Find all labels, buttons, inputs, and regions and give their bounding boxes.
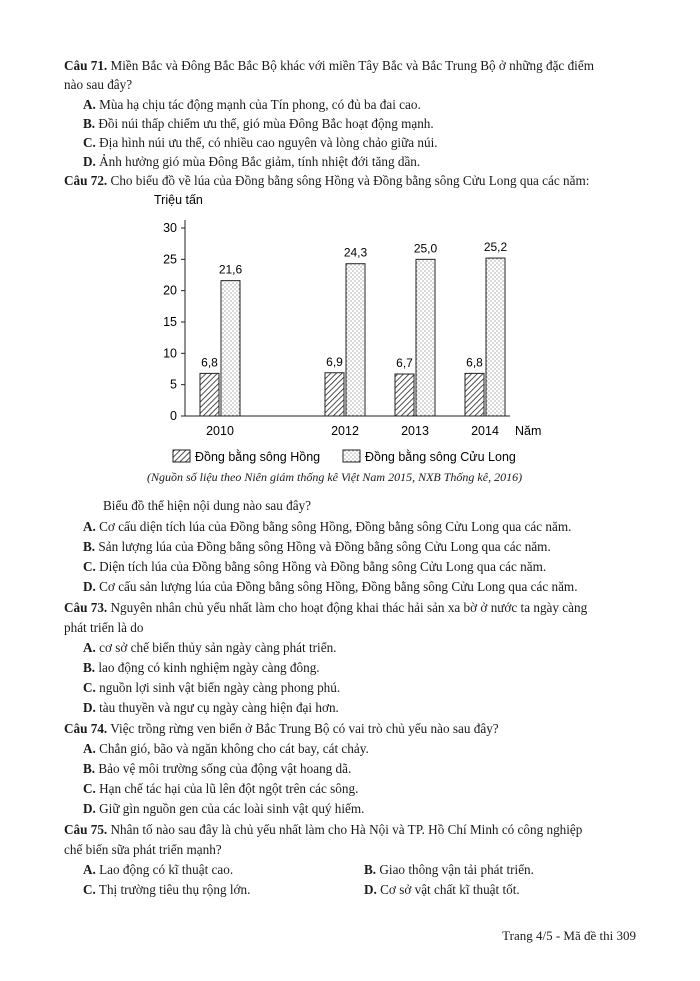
option-key: C. — [83, 135, 96, 150]
option-text: Thị trường tiêu thụ rộng lớn. — [95, 882, 251, 897]
bar-data-label: 21,6 — [218, 262, 243, 277]
y-tick-label: 5 — [170, 377, 177, 392]
q72-option-b[interactable] — [83, 538, 551, 555]
q74-stem — [64, 720, 499, 737]
option-key: D. — [83, 154, 96, 169]
option-text: Bảo vệ môi trường sống của động vật hoang dã. — [95, 761, 352, 776]
q75-option-a[interactable] — [83, 861, 233, 878]
q74-stem-text: Việc trồng rừng ven biển ở Bắc Trung Bộ có vai trò chủ yếu nào sau đây? — [107, 721, 499, 736]
q72-stem-text: Cho biểu đồ về lúa của Đồng bằng sông Hồng và Đồng bằng sông Cửu Long qua các năm: — [107, 173, 590, 188]
q73-option-a[interactable] — [83, 639, 336, 656]
option-key: D. — [83, 801, 96, 816]
q71-option-c[interactable] — [83, 134, 438, 151]
y-tick-label: 20 — [163, 283, 177, 298]
option-key: A. — [83, 519, 96, 534]
bar-dbscl — [416, 259, 435, 416]
bar-dbsh — [465, 373, 484, 416]
q74-option-c[interactable] — [83, 780, 358, 797]
option-text: Giữ gìn nguồn gen của các loài sinh vật quý hiếm. — [95, 801, 365, 816]
option-key: B. — [364, 862, 377, 877]
option-key: B. — [83, 660, 96, 675]
q73-number: Câu 73. — [64, 600, 108, 615]
legend-swatch — [343, 450, 360, 462]
y-tick-label: 15 — [163, 315, 177, 329]
bar-dbscl — [221, 281, 240, 416]
bar-data-label: 6,8 — [466, 355, 483, 370]
q72-stem — [64, 172, 589, 189]
option-text: Sản lượng lúa của Đồng bằng sông Hồng và Đồng bằng sông Cửu Long qua các năm. — [95, 539, 551, 554]
bar-dbsh — [200, 373, 219, 416]
option-text: cơ sở chế biến thủy sản ngày càng phát triển. — [95, 640, 337, 655]
option-text: Diện tích lúa của Đồng bằng sông Hồng và Đồng bằng sông Cửu Long qua các năm. — [95, 559, 547, 574]
q71-option-a[interactable] — [83, 96, 421, 113]
q72-option-d[interactable] — [83, 578, 578, 595]
y-axis-label: Triệu tấn — [154, 193, 203, 207]
option-text: lao động có kinh nghiệm ngày càng đông. — [95, 660, 320, 675]
bar-data-label: 6,9 — [326, 354, 343, 369]
option-key: B. — [83, 116, 96, 131]
option-text: Ảnh hưởng gió mùa Đông Bắc giảm, tính nhiệt đới tăng dần. — [95, 154, 421, 169]
q71-option-d[interactable] — [83, 153, 420, 170]
bar-data-label: 25,2 — [483, 240, 508, 255]
option-key: C. — [83, 882, 96, 897]
option-key: C. — [83, 781, 96, 796]
q73-stem — [64, 599, 587, 616]
option-text: nguồn lợi sinh vật biển ngày càng phong phú. — [95, 680, 341, 695]
bar-dbsh — [325, 373, 344, 416]
q73-option-d[interactable] — [83, 699, 339, 716]
option-key: D. — [83, 579, 96, 594]
option-text: Cơ cấu sản lượng lúa của Đồng bằng sông Hồng, Đồng bằng sông Cửu Long qua các năm. — [95, 579, 578, 594]
q75-option-c[interactable] — [83, 881, 250, 898]
x-tick-label: 2010 — [206, 424, 234, 438]
y-tick-label: 0 — [170, 409, 177, 423]
option-key: A. — [83, 862, 96, 877]
q75-number: Câu 75. — [64, 822, 108, 837]
q71-stem — [64, 57, 594, 74]
option-key: A. — [83, 741, 96, 756]
q71-option-b[interactable] — [83, 115, 434, 132]
y-tick-label: 25 — [163, 252, 177, 267]
chart-source-caption: (Nguồn số liệu theo Niên giám thống kê Việt Nam 2015, NXB Thống kê, 2016) — [147, 470, 523, 484]
bar-data-label: 6,7 — [396, 356, 413, 371]
q72-question: Biểu đồ thể hiện nội dung nào sau đây? — [103, 498, 312, 513]
option-text: Địa hình núi ưu thế, có nhiều cao nguyên và lòng chảo giữa núi. — [95, 135, 438, 150]
option-text: Cơ sở vật chất kĩ thuật tốt. — [376, 882, 520, 897]
q71-number: Câu 71. — [64, 58, 108, 73]
rice-bar-chart — [140, 190, 560, 470]
option-key: B. — [83, 761, 96, 776]
y-tick-label: 10 — [163, 346, 177, 361]
q74-option-d[interactable] — [83, 800, 364, 817]
option-text: Chắn gió, bão và ngăn không cho cát bay, cát chảy. — [95, 741, 369, 756]
bar-data-label: 24,3 — [343, 245, 368, 260]
option-text: Lao động có kĩ thuật cao. — [95, 862, 234, 877]
option-text: Đồi núi thấp chiếm ưu thế, gió mùa Đông Bắc hoạt động mạnh. — [95, 116, 434, 131]
x-tick-label: 2013 — [401, 424, 429, 438]
q73-stem-line1: Nguyên nhân chủ yếu nhất làm cho hoạt động khai thác hải sản xa bờ ở nước ta ngày càng — [107, 600, 588, 615]
option-key: A. — [83, 97, 96, 112]
bar-data-label: 25,0 — [413, 241, 438, 256]
option-text: Mùa hạ chịu tác động mạnh của Tín phong, có đủ ba đai cao. — [95, 97, 421, 112]
option-text: Hạn chế tác hại của lũ lên đột ngột trên các sông. — [95, 781, 359, 796]
option-text: tàu thuyền và ngư cụ ngày càng hiện đại hơn. — [95, 700, 339, 715]
q75-option-d[interactable] — [364, 881, 520, 898]
q72-option-c[interactable] — [83, 558, 546, 575]
q71-stem-line2: nào sau đây? — [64, 77, 133, 92]
option-key: B. — [83, 539, 96, 554]
x-tick-label: 2014 — [471, 424, 499, 438]
q75-stem-line2: chế biến sữa phát triển mạnh? — [64, 842, 222, 857]
option-key: D. — [83, 700, 96, 715]
q73-option-b[interactable] — [83, 659, 320, 676]
bar-dbscl — [486, 258, 505, 416]
q74-option-b[interactable] — [83, 760, 351, 777]
bar-dbsh — [395, 374, 414, 416]
q72-number: Câu 72. — [64, 173, 108, 188]
option-text: Giao thông vận tải phát triển. — [376, 862, 534, 877]
option-key: A. — [83, 640, 96, 655]
page-footer: Trang 4/5 - Mã đề thi 309 — [502, 928, 636, 943]
q74-option-a[interactable] — [83, 740, 369, 757]
legend-swatch — [173, 450, 190, 462]
q74-number: Câu 74. — [64, 721, 108, 736]
q75-option-b[interactable] — [364, 861, 534, 878]
q75-stem-line1: Nhân tố nào sau đây là chủ yếu nhất làm cho Hà Nội và TP. Hồ Chí Minh có công nghiệp — [107, 822, 583, 837]
bar-data-label: 6,8 — [201, 355, 218, 370]
q75-stem — [64, 821, 582, 838]
legend-label: Đồng bằng sông Cửu Long — [365, 450, 516, 464]
q72-option-a[interactable] — [83, 518, 571, 535]
q73-option-c[interactable] — [83, 679, 340, 696]
option-text: Cơ cấu diện tích lúa của Đồng bằng sông Hồng, Đồng bằng sông Cửu Long qua các năm. — [95, 519, 572, 534]
option-key: C. — [83, 559, 96, 574]
option-key: C. — [83, 680, 96, 695]
q71-stem-line1: Miền Bắc và Đông Bắc Bắc Bộ khác với miền Tây Bắc và Bắc Trung Bộ ở những đặc điểm — [107, 58, 594, 73]
bar-dbscl — [346, 264, 365, 416]
x-axis-label: Năm — [515, 424, 542, 438]
x-tick-label: 2012 — [331, 424, 359, 438]
legend-label: Đồng bằng sông Hồng — [195, 450, 321, 464]
q73-stem-line2: phát triển là do — [64, 620, 144, 635]
option-key: D. — [364, 882, 377, 897]
y-tick-label: 30 — [163, 221, 177, 235]
